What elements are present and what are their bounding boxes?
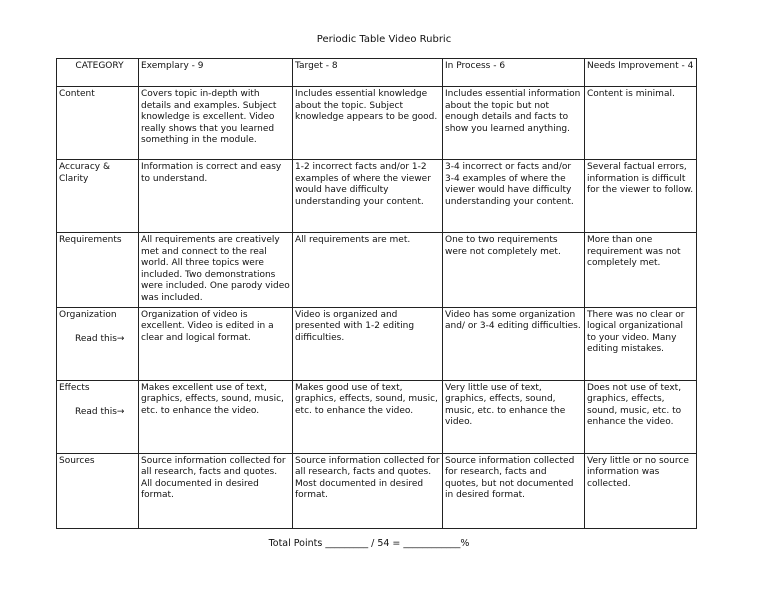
table-row	[57, 380, 697, 453]
rubric-cell: Source information collected for all research, facts and quotes. Most documented in desired format.	[293, 453, 443, 528]
header-in-process: In Process - 6	[443, 59, 585, 87]
rubric-cell: Makes good use of text, graphics, effects, sound, music, etc. to enhance the video.	[293, 380, 443, 453]
category-cell	[57, 453, 139, 528]
rubric-cell: Makes excellent use of text, graphics, effects, sound, music, etc. to enhance the video.	[139, 380, 293, 453]
read-this-note: Read this→	[75, 407, 125, 418]
header-needs-improvement: Needs Improvement - 4	[585, 59, 697, 87]
header-row	[57, 59, 697, 87]
rubric-cell: One to two requirements were not completely met.	[443, 233, 585, 308]
header-category: CATEGORY	[57, 59, 139, 87]
category-label: Accuracy & Clarity	[59, 162, 110, 184]
rubric-cell: Organization of video is excellent. Video is edited in a clear and logical format.	[139, 307, 293, 380]
rubric-cell: Several factual errors, information is difficult for the viewer to follow.	[585, 160, 697, 233]
rubric-cell: Covers topic in-depth with details and examples. Subject knowledge is excellent. Video really shows that you learned something in the module.	[139, 87, 293, 160]
rubric-cell: More than one requirement was not completely met.	[585, 233, 697, 308]
rubric-cell: Video has some organization and/ or 3-4 editing difficulties.	[443, 307, 585, 380]
rubric-cell: 1-2 incorrect facts and/or 1-2 examples of where the viewer would have difficulty understanding your content.	[293, 160, 443, 233]
category-cell	[57, 87, 139, 160]
category-cell	[57, 380, 139, 453]
rubric-cell: Video is organized and presented with 1-2 editing difficulties.	[293, 307, 443, 380]
rubric-cell: Source information collected for all research, facts and quotes. All documented in desired format.	[139, 453, 293, 528]
header-target: Target - 8	[293, 59, 443, 87]
rubric-table	[56, 58, 697, 529]
category-label: Sources	[59, 455, 95, 466]
rubric-cell: 3-4 incorrect or facts and/or 3-4 examples of where the viewer would have difficulty understanding your content.	[443, 160, 585, 233]
rubric-cell: Content is minimal.	[585, 87, 697, 160]
rubric-cell: There was no clear or logical organizational to your video. Many editing mistakes.	[585, 307, 697, 380]
category-label: Content	[59, 89, 95, 99]
rubric-cell: All requirements are creatively met and connect to the real world. All three topics were included. Two demonstrations were included. One parody video was included.	[139, 233, 293, 308]
table-row	[57, 307, 697, 380]
page-title: Periodic Table Video Rubric	[316, 34, 452, 45]
category-label: Organization	[59, 309, 117, 320]
rubric-cell: Includes essential knowledge about the topic. Subject knowledge appears to be good.	[293, 87, 443, 160]
rubric-cell: Very little use of text, graphics, effects, sound, music, etc. to enhance the video.	[443, 380, 585, 453]
category-label: Requirements	[59, 235, 122, 245]
rubric-cell: Very little or no source information was collected.	[585, 453, 697, 528]
rubric-cell: Source information collected for research, facts and quotes, but not documented in desired format.	[443, 453, 585, 528]
table-row	[57, 160, 697, 233]
table-row	[57, 87, 697, 160]
rubric-cell: Includes essential information about the topic but not enough details and facts to show you learned anything.	[443, 87, 585, 160]
read-this-note: Read this→	[75, 334, 125, 345]
rubric-cell: Information is correct and easy to understand.	[139, 160, 293, 233]
table-row	[57, 453, 697, 528]
total-points-line: Total Points _________ / 54 = ____________%	[268, 538, 470, 549]
header-exemplary: Exemplary - 9	[139, 59, 293, 87]
rubric-cell: All requirements are met.	[293, 233, 443, 308]
rubric-cell: Does not use of text, graphics, effects, sound, music, etc. to enhance the video.	[585, 380, 697, 453]
category-cell	[57, 160, 139, 233]
category-label: Effects	[59, 382, 90, 393]
category-cell	[57, 233, 139, 308]
table-row	[57, 233, 697, 308]
category-cell	[57, 307, 139, 380]
